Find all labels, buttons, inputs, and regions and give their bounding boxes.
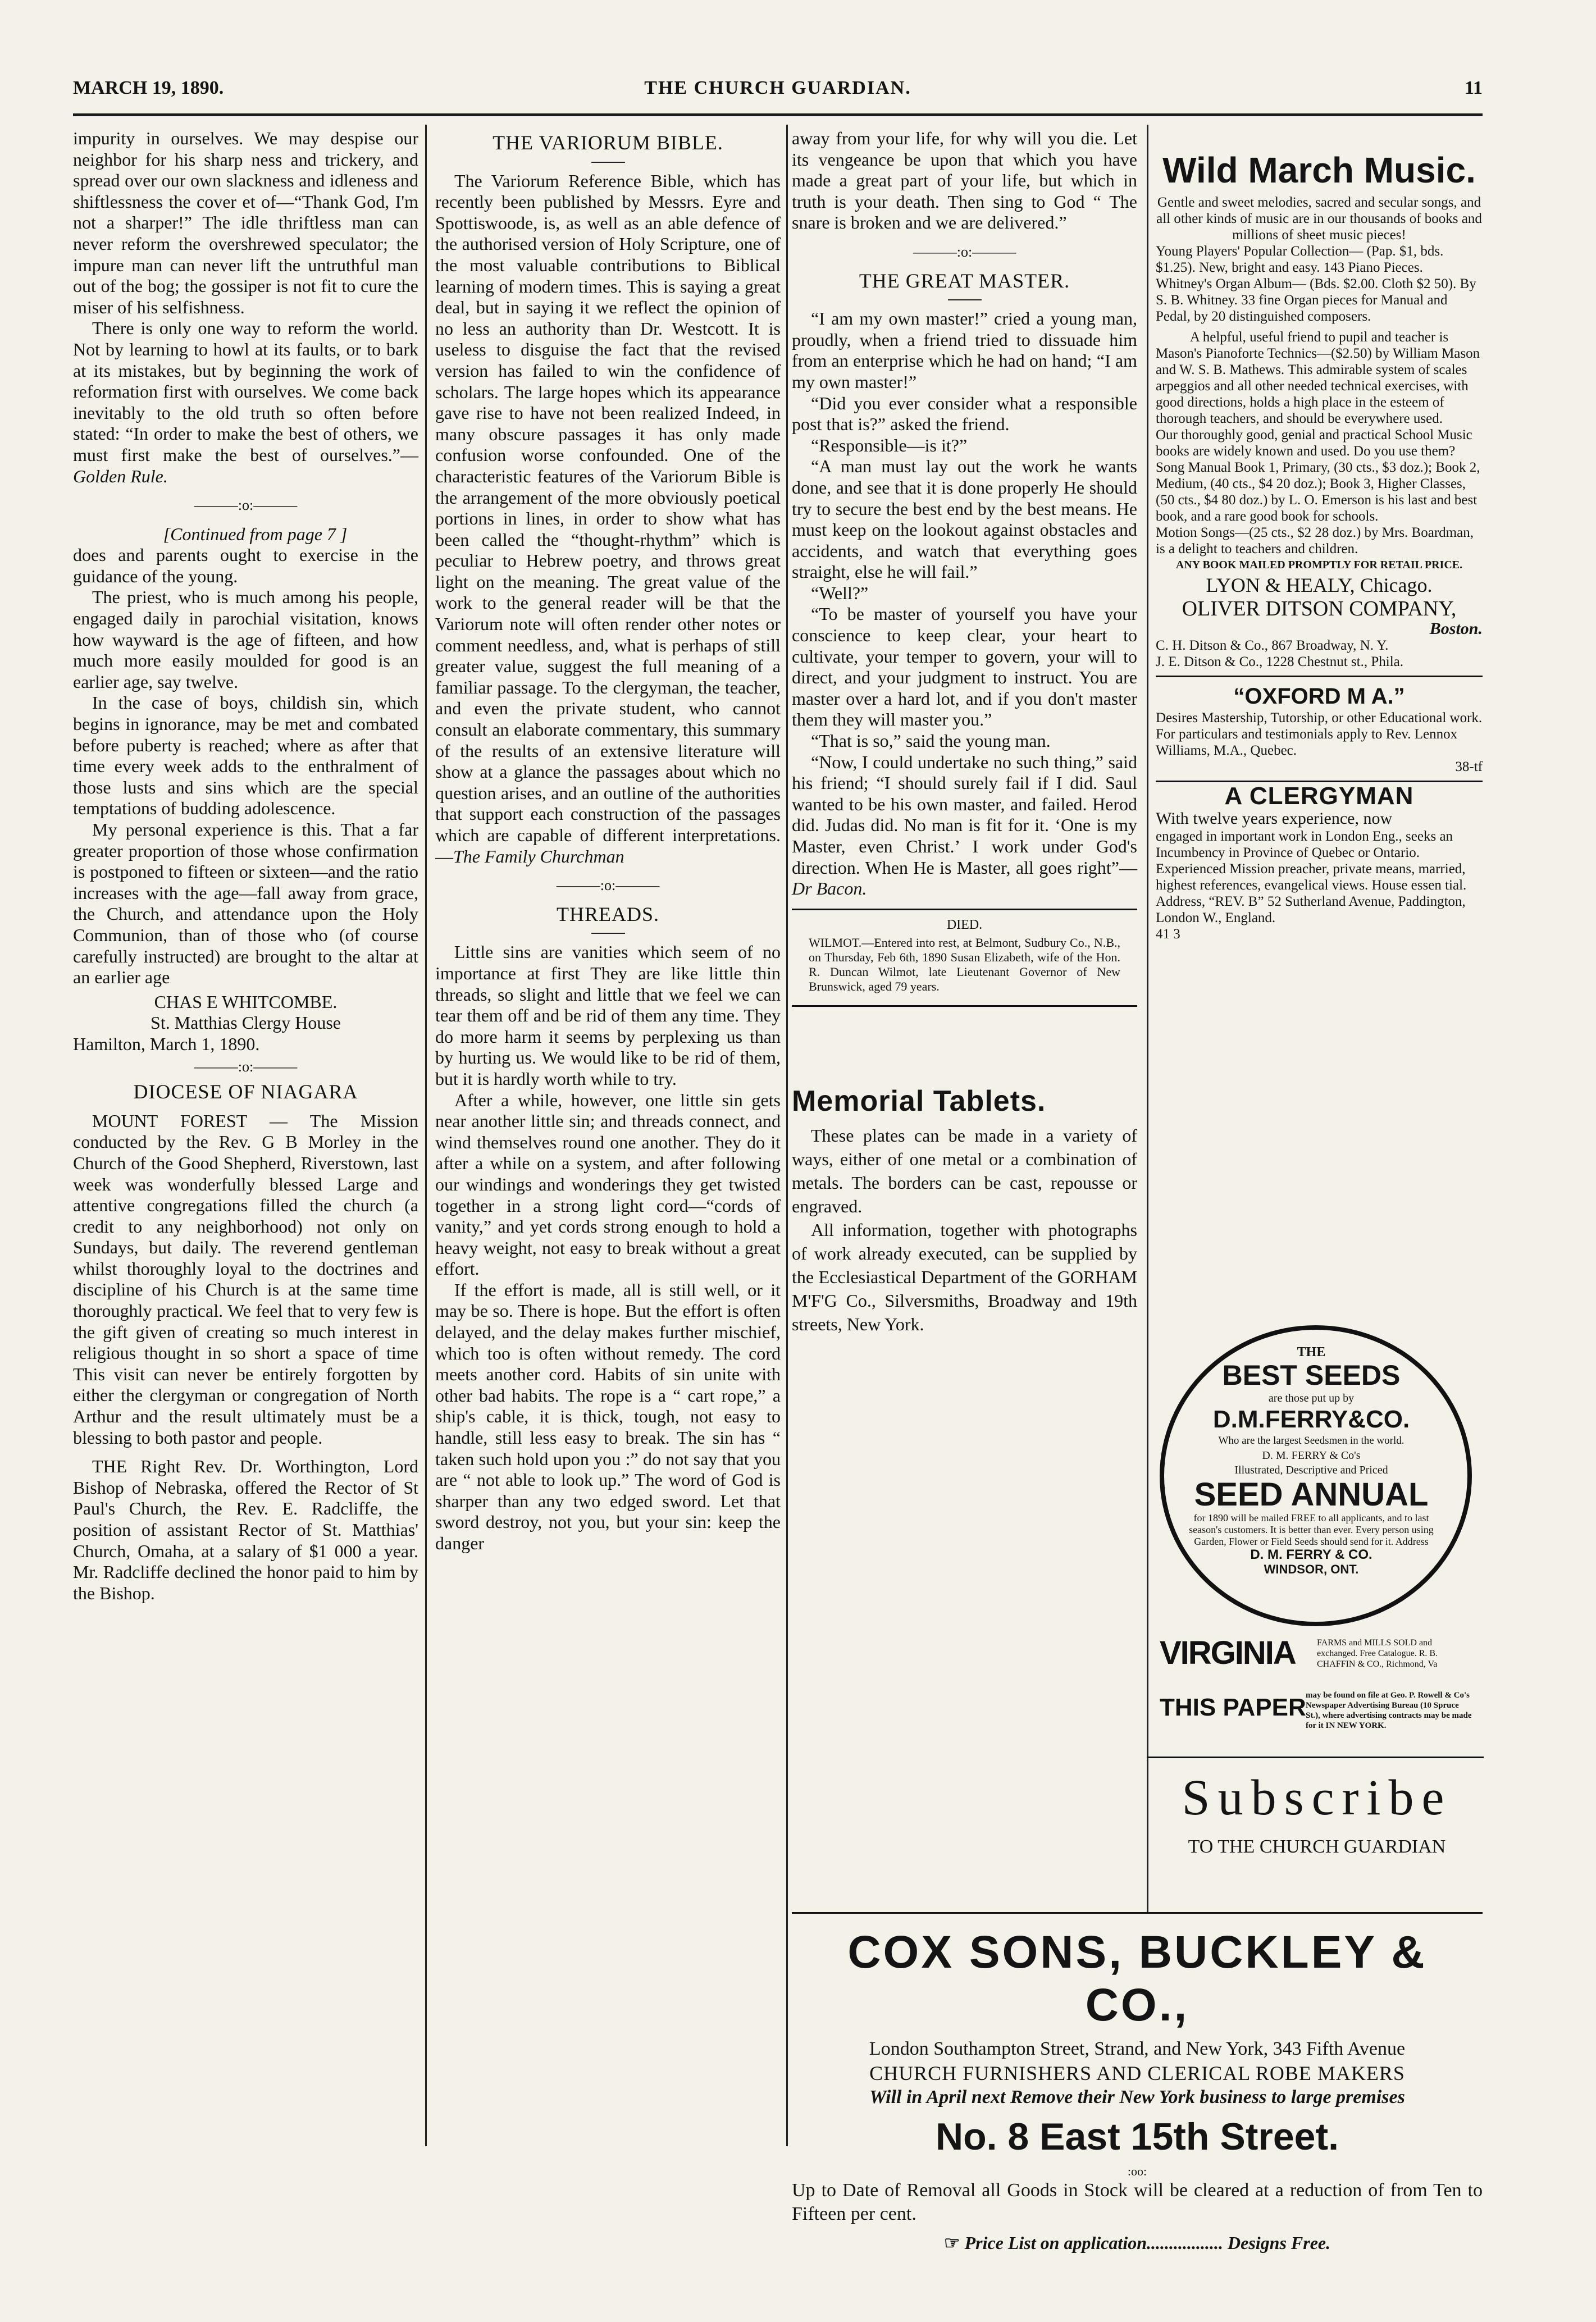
column-4-ads <box>1156 150 1483 942</box>
cox-east: No. 8 East 15th Street. <box>935 2115 1339 2158</box>
subscribe-rule <box>1147 1757 1484 1758</box>
cox-ad <box>792 1926 1483 2260</box>
column-3 <box>792 128 1137 1336</box>
separator: ———:o:——— <box>556 877 660 894</box>
article-text: If the effort is made, all is still well, or it may be so. There is hope. But the effort is often delayed, and the delay makes further mischief, which too is often without remedy. The cord meets another cord. Habits of sin unite with other bad habits. The rope is a “ cart rope,” a ship's cable, it is thick, tough, not easy to handle, still less easy to break. The sin has “ taken such hold upon you :” do not say that you are “ not able to look up.” The word of God is sharper than any two edged sword. Let that sword destroy, not you, but your sin: keep the danger <box>435 1279 781 1553</box>
ditson-phila: J. E. Ditson & Co., 1228 Chestnut st., Phila. <box>1156 654 1404 669</box>
oxford-heading: “OXFORD M A.” <box>1233 684 1405 709</box>
this-paper-ad <box>1160 1690 1474 1735</box>
seed-ad <box>1188 1345 1435 1577</box>
ad-rule <box>1156 676 1483 677</box>
oliver-ditson: OLIVER DITSON COMPANY, <box>1182 597 1457 621</box>
article-text: The priest, who is much among his people, engaged daily in parochial visitation, knows how wayward is the age of fifteen, and how much more easily moulded for good is an earlier age, say twelve. <box>73 587 418 692</box>
section-heading: THE GREAT MASTER. <box>859 269 1070 292</box>
article-text: The Variorum Reference Bible, which has recently been published by Messrs. Eyre and Spottiswoode, is, as well as an able defence of the authorised version of Holy Scripture, one of the most valuable contributions to Biblical learning of modern times. This is saying a great deal, but in saying it we reflect the opinion of no less an authority than Dr. Westcott. It is useless to disguise the fact that the revised version has failed to win the confidence of scholars. The large hopes which its appearance gave rise to have not been realized Indeed, in many obscure passages it has only made confusion worse confounded. One of the characteristic features of the Variorum Bible is the arrangement of the more obviously poetical portions in lines, in order to show what has been called the “thought-rhythm” which is peculiar to Hebrew poetry, and throws great light on the meaning. The great value of the work to the general reader will be that the Variorum note will often render other notes or comment needless, and, what is perhaps of still greater value, suggest the full meaning of a familiar passage. To the clergyman, the teacher, and even the private student, who cannot consult an elaborate commentary, this summary of the results of an extensive literature will show at a glance the passages about which no question arises, and an outline of the authorities that support each construction of the passages which are capable of different interpretations.—The Family Churchman <box>435 170 781 866</box>
ad-item: Motion Songs—(25 cts., $2 28 doz.) by Mrs. Boardman, is a delight to teachers and children. <box>1156 525 1474 556</box>
article-text: does and parents ought to exercise in the guidance of the young. <box>73 545 418 586</box>
seed-cos: D. M. FERRY & Co's <box>1262 1449 1361 1462</box>
virginia-text: FARMS and MILLS SOLD and exchanged. Free Catalogue. R. B. CHAFFIN & CO., Richmond, Va <box>1317 1638 1438 1669</box>
article-text: impurity in ourselves. We may despise our neighbor for his sharp ness and trickery, and spread over our own slackness and idleness and shiftlessness the cover et of—“Thank God, I'm not a sharper!” The idle thriftless man can never reform the overshrewed speculator; the impure man can never lift the untruthful man out of the bog; the gossiper is not fit to cure the miser of his selfishness. <box>73 128 418 317</box>
article-text: away from your life, for why will you die. Let its vengeance be upon that which you have made a great part of your life, but which in truth is your death. Then sing to God “ The snare is broken and we are delivered.” <box>792 128 1137 233</box>
article-text: Little sins are vanities which seem of no importance at first They are like little thin threads, so slight and little that we feel we can tear them off and be rid of them any time. They do more harm it seems by perplexing us than by hurting us. We would like to be rid of them, but it is hardly worth while to try. <box>435 942 781 1089</box>
seed-best: BEST SEEDS <box>1222 1360 1401 1391</box>
ad-item: ANY BOOK MAILED PROMPTLY FOR RETAIL PRICE. <box>1175 559 1463 571</box>
article-source: The Family Churchman <box>453 846 624 866</box>
article-text: In the case of boys, childish sin, which begins in ignorance, may be met and combated before puberty is reached; where as after that time every week adds to the enthralment of those lusts and sins which are the special temptations of budding adolescence. <box>73 692 418 819</box>
notice-rule <box>792 1005 1137 1007</box>
issue-date: MARCH 19, 1890. <box>73 77 224 98</box>
memorial-text: These plates can be made in a variety of ways, either of one metal or a combination of metals. The borders can be cast, repousse or engraved. <box>792 1125 1137 1216</box>
seed-the: THE <box>1297 1345 1326 1360</box>
separator: ———:o:——— <box>194 1058 298 1075</box>
article-text: THE Right Rev. Dr. Worthington, Lord Bishop of Nebraska, offered the Rector of St Paul's Church, the Rev. E. Radcliffe, the position of assistant Rector of St. Matthias' Church, Omaha, at a salary of $1 000 a year. Mr. Radcliffe declined the honor paid to him by the Bishop. <box>73 1456 418 1603</box>
cox-line: CHURCH FURNISHERS AND CLERICAL ROBE MAKERS <box>869 2062 1405 2084</box>
seed-largest: Who are the largest Seedsmen in the world. <box>1218 1435 1405 1447</box>
clergyman-lead: With twelve years experience, now <box>1156 809 1393 828</box>
cox-rule <box>792 1912 1483 1914</box>
article-text: There is only one way to reform the world. Not by learning to howl at its faults, or to bark at its mistakes, but by beginning the work of reformation first with ourselves. We come back inevitably to the old truth so often before stated: “In order to make the best of others, we must first make the best of ourselves.”—Golden Rule. <box>73 318 418 486</box>
died-heading: DIED. <box>946 917 983 932</box>
cox-price-list: ☞ Price List on application................. Designs Free. <box>943 2233 1331 2253</box>
article-text: My personal experience is this. That a far greater proportion of those whose confirmation is postponed to fifteen or sixteen—and the ratio increases with the age—fall away from grace, the Church, and attendance upon the Holy Communion, than of those who (of course carefully instructed) are brought to the altar at an earlier age <box>73 819 418 988</box>
column-1 <box>73 128 418 1604</box>
seed-text: for 1890 will be mailed FREE to all applicants, and to last season's customers. It is better than ever. Every person using Garden, Flower or Field Seeds should send for it. Address <box>1189 1512 1434 1547</box>
seed-address: WINDSOR, ONT. <box>1264 1562 1359 1576</box>
this-paper-title: THIS PAPER <box>1160 1694 1306 1721</box>
ad-item: Song Manual Book 1, Primary, (30 cts., $3 doz.); Book 2, Medium, (40 cts., $4 20 doz.); Book 3, Higher Classes, (50 cts., $4 80 doz.) by L. O. Emerson is his last and best book, and a rare good book for schools. <box>1156 460 1480 524</box>
ad-item: Mason's Pianoforte Technics—($2.50) by William Mason and W. S. B. Mathews. This admirable system of scales arpeggios and all other needed technical exercises, with good directions, holds a high place in the esteem of thorough teachers, and should be everywhere used. <box>1156 346 1480 426</box>
oxford-text: Desires Mastership, Tutorship, or other Educational work. For particulars and testimonials apply to Rev. Lennox Williams, M.A., Quebec. <box>1156 710 1483 758</box>
this-paper-text: may be found on file at Geo. P. Rowell & Co's Newspaper Advertising Bureau (10 Spruce St.), where advertising contracts may be made for it IN NEW YORK. <box>1306 1691 1472 1730</box>
article-text: “Responsible—is it?” <box>811 435 968 455</box>
section-heading: THREADS. <box>556 902 659 925</box>
article-text: After a while, however, one little sin gets near another little sin; and threads connect, and wind themselves round one another. They do it after a while on a system, and after following our windings and wonderings they get twisted together in a strong light cord—“cords of vanity,” and yet cords strong enough to hold a heavy weight, not easy to break without a great effort. <box>435 1089 781 1279</box>
signature-place: St. Matthias Clergy House <box>151 1012 341 1033</box>
masthead <box>73 77 1483 111</box>
seed-ferry: D.M.FERRY&CO. <box>1212 1406 1410 1433</box>
memorial-heading: Memorial Tablets. <box>792 1085 1046 1118</box>
article-text: “Now, I could undertake no such thing,” said his friend; “I should surely fail if I did. Saul wanted to be his own master, and failed. Herod did. Judas did. No man is fit for it. ‘One is my Master, even Christ.’ I work under God's direction. When He is Master, all goes right”—Dr Bacon. <box>792 751 1137 899</box>
article-text: “A man must lay out the work he wants done, and see that it is done properly He should try to secure the best end by the best means. He must keep on the lookout against obstacles and accidents, and watch that everything goes straight, else he will fail.” <box>792 456 1137 582</box>
article-text: MOUNT FOREST — The Mission conducted by the Rev. G B Morley in the Church of the Good Shepherd, Riverstown, last week was wonderfully blessed Large and attentive congregations filled the church (a credit to any neighborhood) not only on Sundays, but daily. The reverend gentleman whilst thoroughly loyal to the doctrines and discipline of his Church is at the same time thoroughly practical. We feel that to very few is the gift given of creating so much interest in religious thought in so short a space of time This visit can never be entirely forgotten by either the clergyman or congregation of North Arthur and the result ultimately must be a blessing to both pastor and people. <box>73 1110 418 1448</box>
cox-line: Will in April next Remove their New York business to large premises <box>869 2087 1405 2107</box>
page-number: 11 <box>1464 77 1483 98</box>
section-heading: DIOCESE OF NIAGARA <box>133 1080 358 1103</box>
signature-name: CHAS E WHITCOMBE. <box>154 991 338 1012</box>
heading-rule <box>948 299 982 300</box>
article-text: “Well?” <box>811 582 869 603</box>
section-heading: THE VARIORUM BIBLE. <box>493 131 723 154</box>
article-text: “I am my own master!” cried a young man, proudly, when a friend tried to dissuade him from an enterprise which he had on hand; “I am my own master!” <box>792 308 1137 392</box>
column-divider-1 <box>425 125 427 2146</box>
cox-line: Up to Date of Removal all Goods in Stock will be cleared at a reduction of from Ten to Fifteen per cent. <box>792 2180 1483 2224</box>
cox-name: COX SONS, BUCKLEY & CO., <box>847 1927 1427 2031</box>
cox-sep: :oo: <box>1127 2164 1147 2178</box>
lyon-healy: LYON & HEALY, Chicago. <box>1206 574 1433 596</box>
memorial-text: All information, together with photographs of work already executed, can be supplied by the Ecclesiastical Department of the GORHAM M'F'G Co., Silversmiths, Broadway and 19th streets, New York. <box>792 1219 1137 1334</box>
heading-rule <box>591 162 625 163</box>
paper-title: THE CHURCH GUARDIAN. <box>644 77 911 98</box>
clergyman-text: engaged in important work in London Eng., seeks an Incumbency in Province of Quebec or Ontario. Experienced Mission preacher, private means, married, highest references, evangelical views. House essen tial. Address, “REV. B” 52 Sutherland Avenue, Paddington, London W., England. <box>1156 829 1467 925</box>
ad-text: Gentle and sweet melodies, sacred and secular songs, and all other kinds of music are in our thousands of books and millions of sheet music pieces! <box>1156 195 1482 243</box>
separator: ———:o:——— <box>913 243 1016 260</box>
virginia-title: VIRGINIA <box>1160 1635 1296 1671</box>
column-2 <box>435 128 781 1554</box>
seed-put: are those put up by <box>1268 1392 1355 1404</box>
seed-annual: SEED ANNUAL <box>1194 1476 1429 1513</box>
virginia-ad <box>1160 1634 1474 1676</box>
clergyman-code: 41 3 <box>1156 927 1180 942</box>
notice-rule <box>792 909 1137 910</box>
ad-item: Our thoroughly good, genial and practical School Music books are widely known and used. Do you use them? <box>1156 427 1472 459</box>
ditson-boston: Boston. <box>1429 619 1483 638</box>
signature-date: Hamilton, March 1, 1890. <box>73 1033 260 1054</box>
subscribe-heading: Subscribe <box>1182 1770 1452 1826</box>
column-divider-3 <box>1147 125 1148 1913</box>
cox-address: London Southampton Street, Strand, and New York, 343 Fifth Avenue <box>869 2038 1406 2059</box>
separator: ———:o:——— <box>194 497 298 514</box>
ad-item: Young Players' Popular Collection— (Pap. $1, bds. $1.25). New, bright and easy. 143 Piano Pieces. <box>1156 244 1444 275</box>
seed-illus: Illustrated, Descriptive and Priced <box>1234 1464 1388 1476</box>
article-source: Golden Rule. <box>73 466 168 486</box>
oxford-code: 38-tf <box>1455 759 1483 774</box>
subscribe-line: TO THE CHURCH GUARDIAN <box>1188 1836 1446 1857</box>
clergyman-heading: A CLERGYMAN <box>1224 782 1414 810</box>
article-text: “To be master of yourself you have your conscience to keep clear, your heart to cultivate, your temper to govern, your will to direct, and your judgment to instruct. You are master over a hard lot, and if you don't master them they will master you.” <box>792 604 1137 730</box>
wild-march-music-heading: Wild March Music. <box>1162 150 1476 190</box>
heading-rule <box>591 933 625 934</box>
article-text: “That is so,” said the young man. <box>811 731 1051 751</box>
seed-address: D. M. FERRY & CO. <box>1250 1547 1372 1562</box>
masthead-rule <box>73 113 1483 116</box>
column-divider-2 <box>786 125 788 2146</box>
article-text: “Did you ever consider what a responsible post that is?” asked the friend. <box>792 393 1137 435</box>
died-notice: WILMOT.—Entered into rest, at Belmont, Sudbury Co., N.B., on Thursday, Feb 6th, 1890 Susan Elizabeth, wife of the Hon. R. Duncan Wilmot, late Lieutenant Governor of New Brunswick, aged 79 years. <box>809 936 1120 994</box>
ditson-ny: C. H. Ditson & Co., 867 Broadway, N. Y. <box>1156 638 1389 653</box>
ad-item: Whitney's Organ Album— (Bds. $2.00. Cloth $2 50). By S. B. Whitney. 33 fine Organ pieces for Manual and Pedal, by 20 distinguished composers. <box>1156 276 1476 324</box>
continued-note: [Continued from page 7 ] <box>163 523 348 544</box>
article-source: Dr Bacon. <box>792 878 867 899</box>
ad-item: A helpful, useful friend to pupil and teacher is <box>1189 330 1449 345</box>
